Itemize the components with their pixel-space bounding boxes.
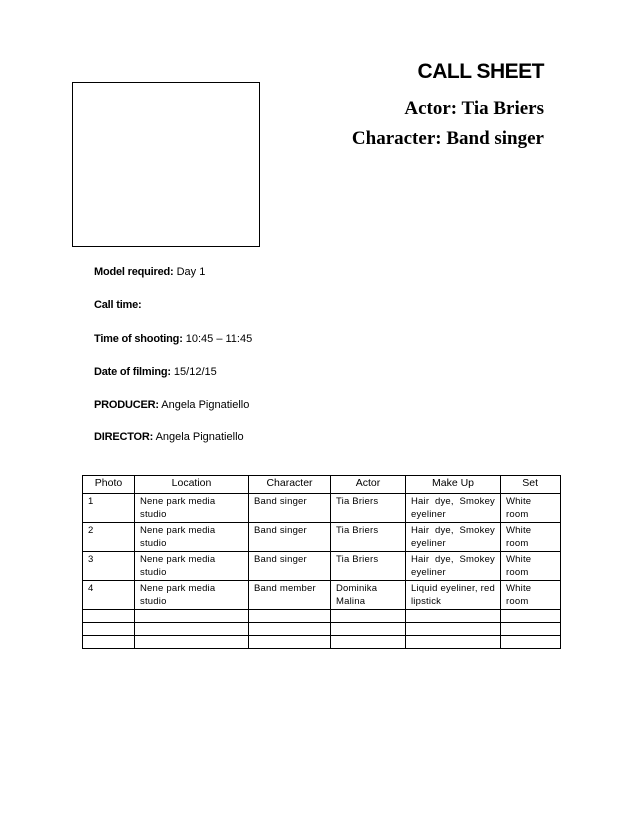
- empty-row: [83, 636, 561, 649]
- table-row: [83, 494, 561, 523]
- empty-row: [83, 623, 561, 636]
- date-of-filming: [94, 366, 217, 378]
- cell-set: White room: [501, 494, 561, 523]
- director-value: Angela Pignatiello: [155, 431, 244, 443]
- producer-value: Angela Pignatiello: [161, 399, 250, 411]
- model-required-label: Model required:: [94, 266, 174, 278]
- cell-photo: 1: [83, 494, 135, 523]
- table-row: [83, 552, 561, 581]
- col-header-set: Set: [501, 476, 561, 494]
- time-of-shooting-label: Time of shooting:: [94, 333, 183, 345]
- cell-actor: Tia Briers: [331, 494, 406, 523]
- model-required-value: Day 1: [176, 266, 206, 278]
- schedule-table: [82, 475, 561, 649]
- call-time-label: Call time:: [94, 299, 142, 311]
- cell-makeup: Hair dye, Smokey eyeliner: [406, 494, 501, 523]
- cell-set: White room: [501, 581, 561, 610]
- model-required: [94, 266, 205, 278]
- cell-location: Nene park media studio: [135, 494, 249, 523]
- col-header-makeup: Make Up: [406, 476, 501, 494]
- time-of-shooting: [94, 333, 252, 345]
- cell-makeup: Hair dye, Smokey eyeliner: [406, 523, 501, 552]
- time-of-shooting-value: 10:45 – 11:45: [185, 333, 253, 345]
- call-time: [94, 299, 142, 311]
- cell-photo: 2: [83, 523, 135, 552]
- cell-location: Nene park media studio: [135, 552, 249, 581]
- col-header-character: Character: [249, 476, 331, 494]
- cell-character: Band singer: [249, 552, 331, 581]
- cell-character: Band member: [249, 581, 331, 610]
- director-label: DIRECTOR:: [94, 431, 154, 443]
- col-header-location: Location: [135, 476, 249, 494]
- table-row: [83, 523, 561, 552]
- cell-set: White room: [501, 552, 561, 581]
- col-header-actor: Actor: [331, 476, 406, 494]
- date-of-filming-label: Date of filming:: [94, 366, 171, 378]
- cell-set: White room: [501, 523, 561, 552]
- cell-location: Nene park media studio: [135, 581, 249, 610]
- cell-actor: Dominika Malina: [331, 581, 406, 610]
- actor-heading: Actor: Tia Briers: [404, 98, 544, 119]
- cell-actor: Tia Briers: [331, 523, 406, 552]
- page-title: CALL SHEET: [417, 60, 544, 83]
- date-of-filming-value: 15/12/15: [173, 366, 217, 378]
- col-header-photo: Photo: [83, 476, 135, 494]
- cell-location: Nene park media studio: [135, 523, 249, 552]
- photo-placeholder: [72, 82, 260, 247]
- producer-label: PRODUCER:: [94, 399, 159, 411]
- cell-character: Band singer: [249, 523, 331, 552]
- producer: [94, 399, 249, 411]
- empty-row: [83, 610, 561, 623]
- character-heading: Character: Band singer: [351, 128, 544, 149]
- cell-photo: 3: [83, 552, 135, 581]
- cell-makeup: Hair dye, Smokey eyeliner: [406, 552, 501, 581]
- cell-makeup: Liquid eyeliner, red lipstick: [406, 581, 501, 610]
- table-header-row: [83, 476, 561, 494]
- cell-actor: Tia Briers: [331, 552, 406, 581]
- cell-character: Band singer: [249, 494, 331, 523]
- table-row: [83, 581, 561, 610]
- cell-photo: 4: [83, 581, 135, 610]
- director: [94, 431, 244, 443]
